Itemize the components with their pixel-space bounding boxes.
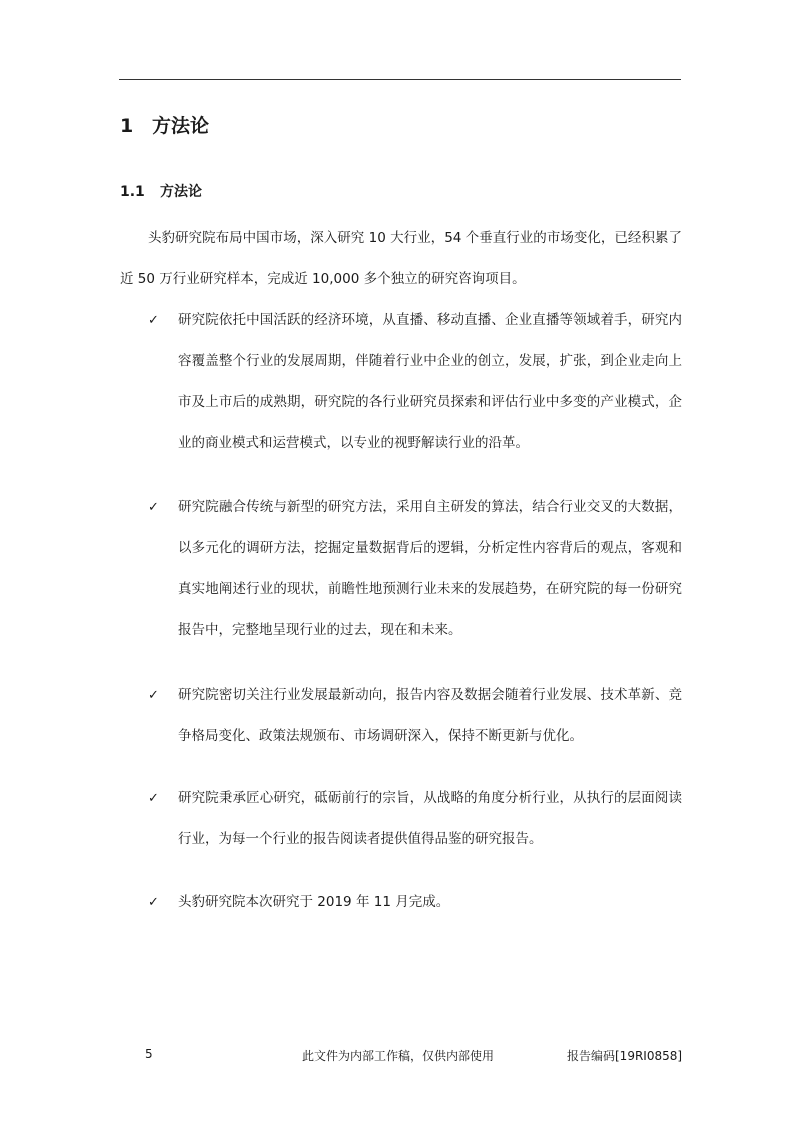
report-code: 报告编码[19RI0858] [567, 1049, 683, 1063]
bullet-item [148, 882, 682, 923]
checkmark-icon: ✓ [148, 500, 159, 515]
checkmark-icon: ✓ [148, 688, 159, 703]
subsection-heading [120, 181, 202, 201]
bullet-item [148, 778, 682, 860]
section-heading [120, 111, 209, 138]
bullet-text: 研究院密切关注行业发展最新动向，报告内容及数据会随着行业发展、技术革新、竞争格局变化、政策法规颁布、市场调研深入，保持不断更新与优化。 [178, 687, 682, 744]
section-number: 1 [120, 115, 134, 137]
checkmark-icon: ✓ [148, 313, 159, 328]
bullet-item [148, 300, 682, 464]
intro-paragraph: 头豹研究院布局中国市场，深入研究 10 大行业，54 个垂直行业的市场变化，已经积累了近 50 万行业研究样本，完成近 10,000 多个独立的研究咨询项目。 [120, 230, 682, 287]
checkmark-icon: ✓ [148, 895, 159, 910]
bullet-text: 头豹研究院本次研究于 2019 年 11 月完成。 [178, 894, 450, 910]
bullet-text: 研究院融合传统与新型的研究方法，采用自主研发的算法，结合行业交叉的大数据，以多元化的调研方法，挖掘定量数据背后的逻辑，分析定性内容背后的观点，客观和真实地阐述行业的现状，前瞻性地预测行业未来的发展趋势，在研究院的每一份研究报告中，完整地呈现行业的过去，现在和未来。 [178, 499, 682, 638]
subsection-number: 1.1 [120, 184, 145, 200]
header-rule [119, 79, 681, 80]
page-number: 5 [145, 1047, 153, 1061]
bullet-text: 研究院秉承匠心研究，砥砺前行的宗旨，从战略的角度分析行业，从执行的层面阅读行业，为每一个行业的报告阅读者提供值得品鉴的研究报告。 [178, 790, 682, 847]
section-title: 方法论 [152, 115, 210, 137]
subsection-title: 方法论 [160, 184, 202, 200]
footer-note: 此文件为内部工作稿，仅供内部使用 [302, 1049, 495, 1063]
bullet-item [148, 487, 682, 651]
bullet-text: 研究院依托中国活跃的经济环境，从直播、移动直播、企业直播等领域着手，研究内容覆盖整个行业的发展周期，伴随着行业中企业的创立，发展，扩张，到企业走向上市及上市后的成熟期，研究院的各行业研究员探索和评估行业中多变的产业模式，企业的商业模式和运营模式，以专业的视野解读行业的沿革。 [178, 312, 682, 451]
checkmark-icon: ✓ [148, 791, 159, 806]
bullet-item [148, 675, 682, 757]
